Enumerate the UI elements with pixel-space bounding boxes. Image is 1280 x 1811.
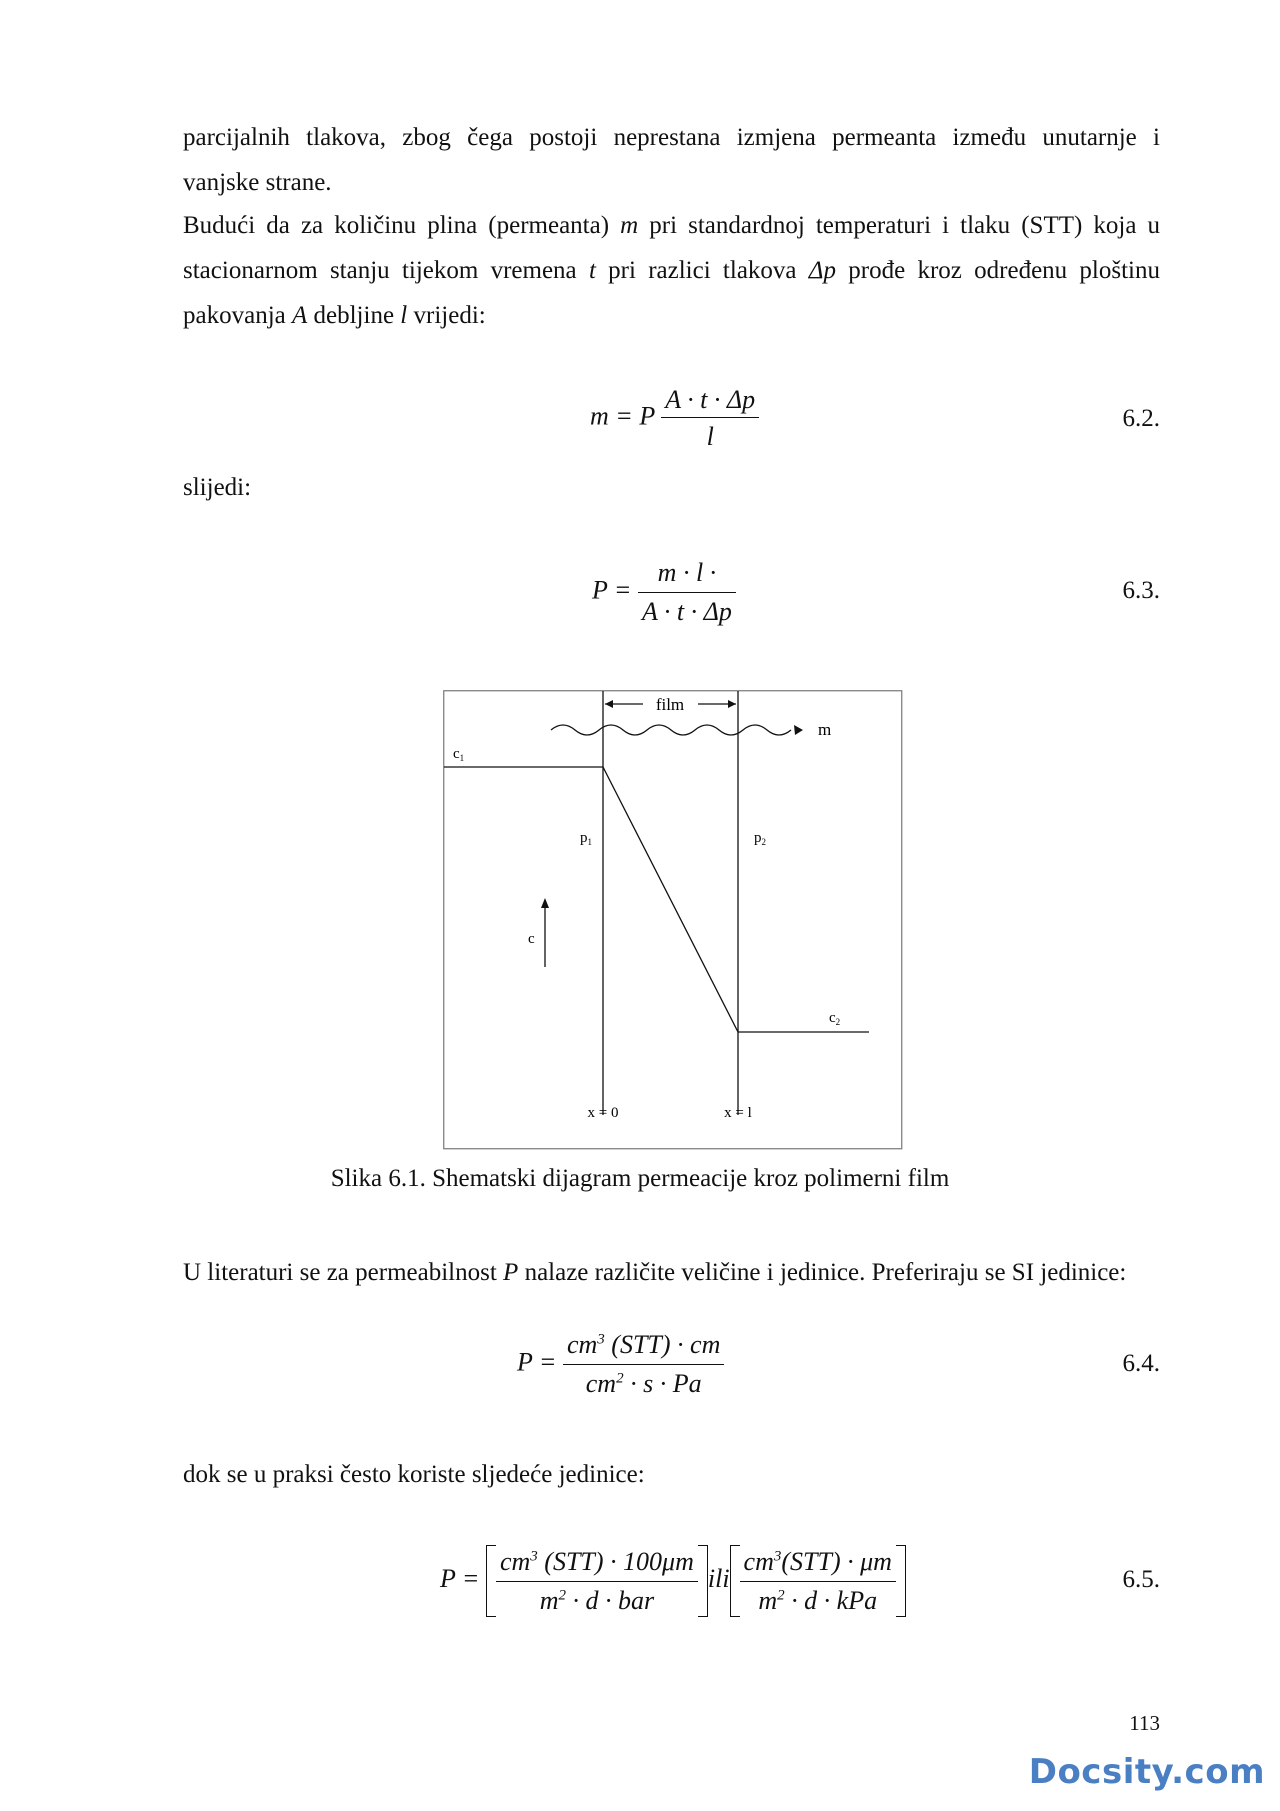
text-line: vanjske strane. [183,169,332,196]
text-run: vrijedi: [407,302,486,329]
fraction-numerator: A · t · Δp [665,385,756,414]
paragraph-slijedi: slijedi: [183,474,252,501]
page-number: 113 [1129,1711,1160,1735]
equation-number: 6.4. [1122,1350,1160,1377]
fraction-denominator: $m^2 \cdot d$ · bar [539,1585,655,1615]
symbol-P: P [503,1259,519,1286]
word-ili: ili [707,1563,730,1593]
symbol-A: A [291,302,308,329]
fraction-numerator: $cm^3$ (STT) · 100μm [496,1547,698,1582]
figure-caption: Slika 6.1. Shematski dijagram permeacije kroz polimerni film [330,1165,950,1192]
paragraph-praksa: dok se u praksi često koriste sljedeće jedinice: [183,1461,645,1488]
equation-fraction [638,558,736,627]
symbol-m: m [620,212,639,239]
equation-fraction [563,1330,724,1399]
equation-number: 6.3. [1122,577,1160,604]
symbol-t: t [588,257,596,284]
equation-lhs: P = [592,575,632,605]
right-bracket [698,1545,708,1617]
fraction-numerator: $cm^3(STT) \cdot \mu m$ [740,1547,896,1582]
right-bracket [896,1545,906,1617]
paragraph-partial-pressures [183,115,1160,205]
equation-6-2 [590,385,759,452]
equation-number: 6.2. [1122,405,1160,432]
label-c: c [528,931,535,947]
label-film: film [655,695,685,714]
label-p1: $p_1$ [580,830,592,847]
text-run: U literaturi se za permeabilnost [183,1259,504,1286]
fraction-numerator: $cm^3$ (STT) · cm [563,1330,724,1365]
fraction-denominator: $cm^2 \cdot s \cdot Pa$ [585,1369,702,1398]
label-c1: $c_1$ [453,746,465,763]
label-c2: $c_2$ [829,1010,841,1027]
fraction-numerator: m · l · [638,558,736,593]
paragraph-gas-quantity [183,203,1160,338]
text-run: debljine [307,302,401,329]
symbol-l: l [400,302,408,329]
equation-lhs: P = [440,1563,480,1593]
label-x1: x = l [724,1105,752,1121]
docsity-watermark: Docsity.com [1028,1752,1265,1792]
equation-fraction [661,385,759,452]
label-x0: x = 0 [587,1105,619,1121]
equation-lhs: m = P [590,401,655,431]
text-run: nalaze različite veličine i jedinice. Preferiraju se SI jedinice: [518,1259,1127,1286]
text-run: Budući da za količinu plina (permeanta) [183,212,621,239]
equation-6-5 [440,1545,906,1617]
text-line: parcijalnih tlakova, zbog čega postoji neprestana izmjena permeanta između unutarnje i [183,124,1160,151]
symbol-dp: Δp [808,257,836,284]
equation-lhs: P = [517,1347,557,1377]
label-m: m [818,720,832,739]
text-run: pri standardnoj temperaturi i tlaku (STT) koja u stacionarnom stanju tijekom vremena [183,212,1161,284]
equation-6-4 [517,1330,724,1399]
label-p2: $p_2$ [754,830,766,847]
left-bracket [730,1545,740,1617]
equation-number: 6.5. [1122,1566,1160,1593]
fraction-denominator: $m^2 \cdot d$ · kPa [758,1585,878,1615]
equation-6-3 [592,558,736,627]
fraction-denominator: l [706,422,714,451]
equation-fraction [496,1547,698,1616]
left-bracket [486,1545,496,1617]
paragraph-literatura [183,1250,1160,1295]
text-run: prođe kroz određenu ploštinu pakovanja [183,257,1160,329]
equation-fraction [740,1547,896,1616]
permeation-diagram [443,690,903,1150]
text-run: pri razlici tlakova [595,257,809,284]
fraction-denominator: A · t · Δp [641,597,732,626]
figure-border [444,691,902,1149]
